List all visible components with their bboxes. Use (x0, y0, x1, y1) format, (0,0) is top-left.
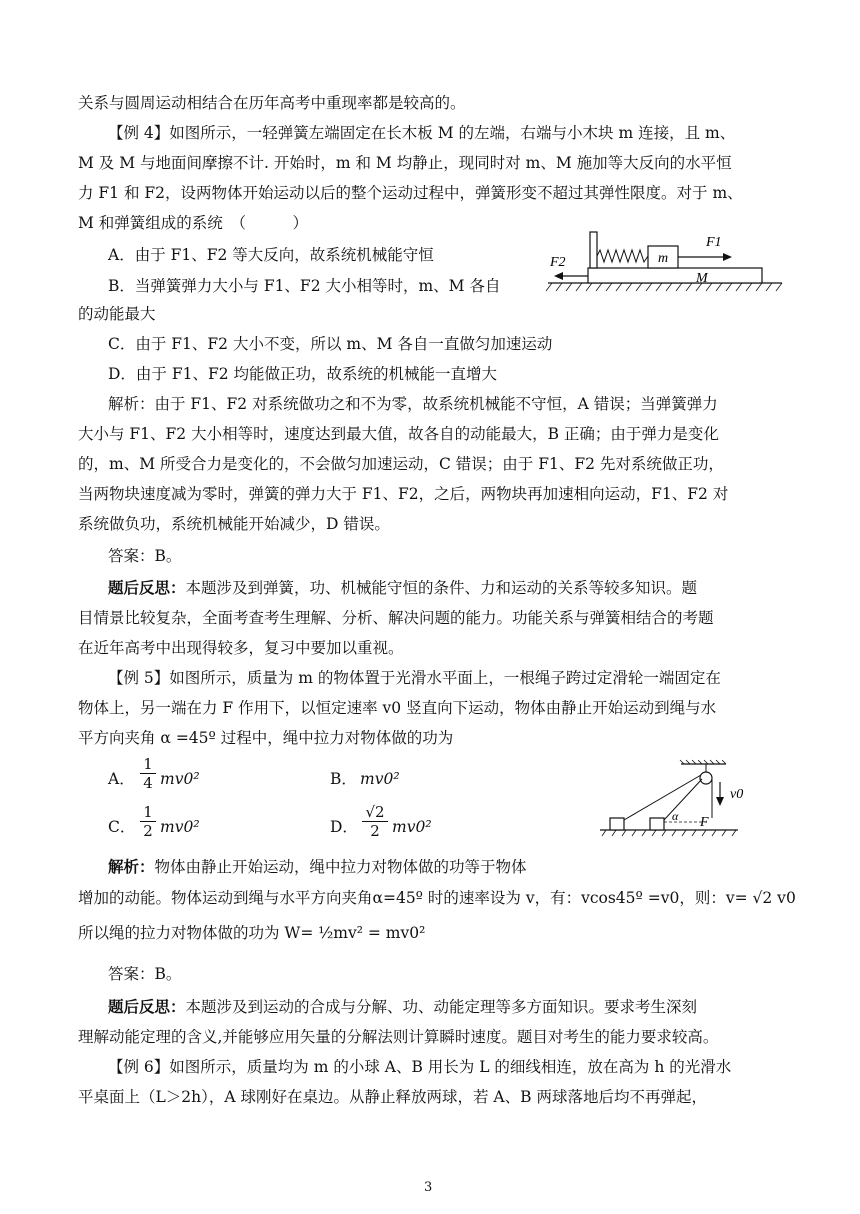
option-d-label: D． (330, 818, 358, 836)
text-line: 平方向夹角 α =45º 过程中，绳中拉力对物体做的功为 (78, 729, 454, 747)
option-a-label: A． (108, 770, 135, 788)
text-line: M 和弹簧组成的系统 （ ） (78, 214, 309, 232)
option-b-value: mv0² (360, 770, 400, 788)
reflection-text: 目情景比较复杂，全面考查考生理解、分析、解决问题的能力。功能关系与弹簧相结合的考题 (78, 609, 714, 627)
analysis-text: 所以绳的拉力对物体做的功为 W= ½mv² = mv0² (78, 924, 426, 942)
velocity-label-v0: v0 (730, 787, 744, 802)
analysis-text: 的，m、M 所受合力是变化的，不会做匀加速运动，C 错误；由于 F1、F2 先对系统做正功， (78, 455, 724, 473)
analysis-text: 当两物块速度减为零时，弹簧的弹力大于 F1、F2，之后，两物块再加速相向运动，F1、F2 对 (78, 485, 729, 503)
text-line: 物体上，另一端在力 F 作用下，以恒定速率 v0 竖直向下运动，物体由静止开始运动到绳与水 (78, 699, 717, 717)
denominator: 4 (140, 773, 156, 792)
force-label-F: F (700, 815, 709, 830)
answer-text: 答案：B。 (108, 965, 182, 983)
option-d-value: mv0² (392, 818, 432, 836)
pulley-figure (596, 758, 746, 838)
page-number: 3 (424, 1180, 433, 1195)
option-d-fraction (362, 803, 388, 840)
example-5-heading: 【例 5】如图所示，质量为 m 的物体置于光滑水平面上，一根绳子跨过定滑轮一端固定在 (108, 669, 721, 687)
board-label-M: M (696, 271, 708, 286)
reflection-label: 题后反思： (108, 997, 186, 1016)
spring-board-figure (540, 228, 790, 298)
option-a-value: mv0² (160, 770, 200, 788)
force-label-f1: F1 (706, 235, 722, 250)
option-c-label: C． (108, 818, 136, 836)
option-c-value: mv0² (160, 818, 200, 836)
force-label-f2: F2 (550, 255, 566, 270)
analysis-text (108, 856, 527, 878)
reflection-body: 本题涉及到运动的合成与分解、功、动能定理等多方面知识。要求考生深刻 (185, 998, 698, 1016)
analysis-body: 物体由静止开始运动，绳中拉力对物体做的功等于物体 (154, 858, 527, 876)
text-line: 平桌面上（L＞2h），A 球刚好在桌边。从静止释放两球，若 A、B 两球落地后均不再弹起， (78, 1088, 707, 1106)
option-a: A．由于 F1、F2 等大反向，故系统机械能守恒 (108, 246, 434, 264)
numerator: 1 (143, 755, 153, 773)
analysis-text: 系统做负功，系统机械能开始减少，D 错误。 (78, 515, 390, 533)
analysis-label: 解析： (108, 857, 155, 876)
reflection-text (108, 577, 697, 599)
denominator: 2 (362, 821, 388, 840)
text-line: 力 F1 和 F2，设两物体开始运动以后的整个运动过程中，弹簧形变不超过其弹性限度。对于 m、 (78, 184, 743, 202)
answer-text: 答案：B。 (108, 547, 182, 565)
analysis-text: 解析：由于 F1、F2 对系统做功之和不为零，故系统机械能不守恒，A 错误；当弹簧弹力 (108, 395, 718, 413)
option-b-label: B． (330, 770, 357, 788)
text-line: 的动能最大 (78, 305, 156, 323)
block-label-m: m (658, 251, 669, 266)
reflection-body: 本题涉及到弹簧，功、机械能守恒的条件、力和运动的关系等较多知识。题 (185, 579, 698, 597)
text-line: M 及 M 与地面间摩擦不计. 开始时，m 和 M 均静止，现同时对 m、M 施加等大反向的水平恒 (78, 154, 732, 172)
option-d: D．由于 F1、F2 均能做正功，故系统的机械能一直增大 (108, 365, 498, 383)
analysis-text: 增加的动能。物体运动到绳与水平方向夹角α=45º 时的速率设为 v，有：vcos45º =v0，则：v= √2 v0 (78, 889, 796, 907)
text-line: 关系与圆周运动相结合在历年高考中重现率都是较高的。 (78, 94, 466, 112)
analysis-text: 大小与 F1、F2 大小相等时，速度达到最大值，故各自的动能最大，B 正确；由于弹力是变化 (78, 425, 719, 443)
example-4-heading: 【例 4】如图所示，一轻弹簧左端固定在长木板 M 的左端，右端与小木块 m 连接，且 m、 (108, 124, 736, 142)
reflection-text: 理解动能定理的含义,并能够应用矢量的分解法则计算瞬时速度。题目对考生的能力要求较高。 (78, 1028, 719, 1046)
denominator: 2 (140, 821, 156, 840)
option-a-fraction (140, 755, 156, 792)
reflection-text: 在近年高考中出现得较多，复习中要加以重视。 (78, 639, 404, 657)
option-b: B．当弹簧弹力大小与 F1、F2 大小相等时，m、M 各自 (108, 277, 501, 295)
option-c-fraction (140, 803, 156, 840)
numerator: √2 (365, 803, 385, 821)
example-6-heading: 【例 6】如图所示，质量均为 m 的小球 A、B 用长为 L 的细线相连，放在高为 h 的光滑水 (108, 1058, 732, 1076)
option-c: C．由于 F1、F2 大小不变，所以 m、M 各自一直做匀加速运动 (108, 335, 553, 353)
reflection-text (108, 996, 697, 1018)
reflection-label: 题后反思： (108, 578, 186, 597)
numerator: 1 (143, 803, 153, 821)
angle-label-alpha: α (672, 809, 679, 823)
